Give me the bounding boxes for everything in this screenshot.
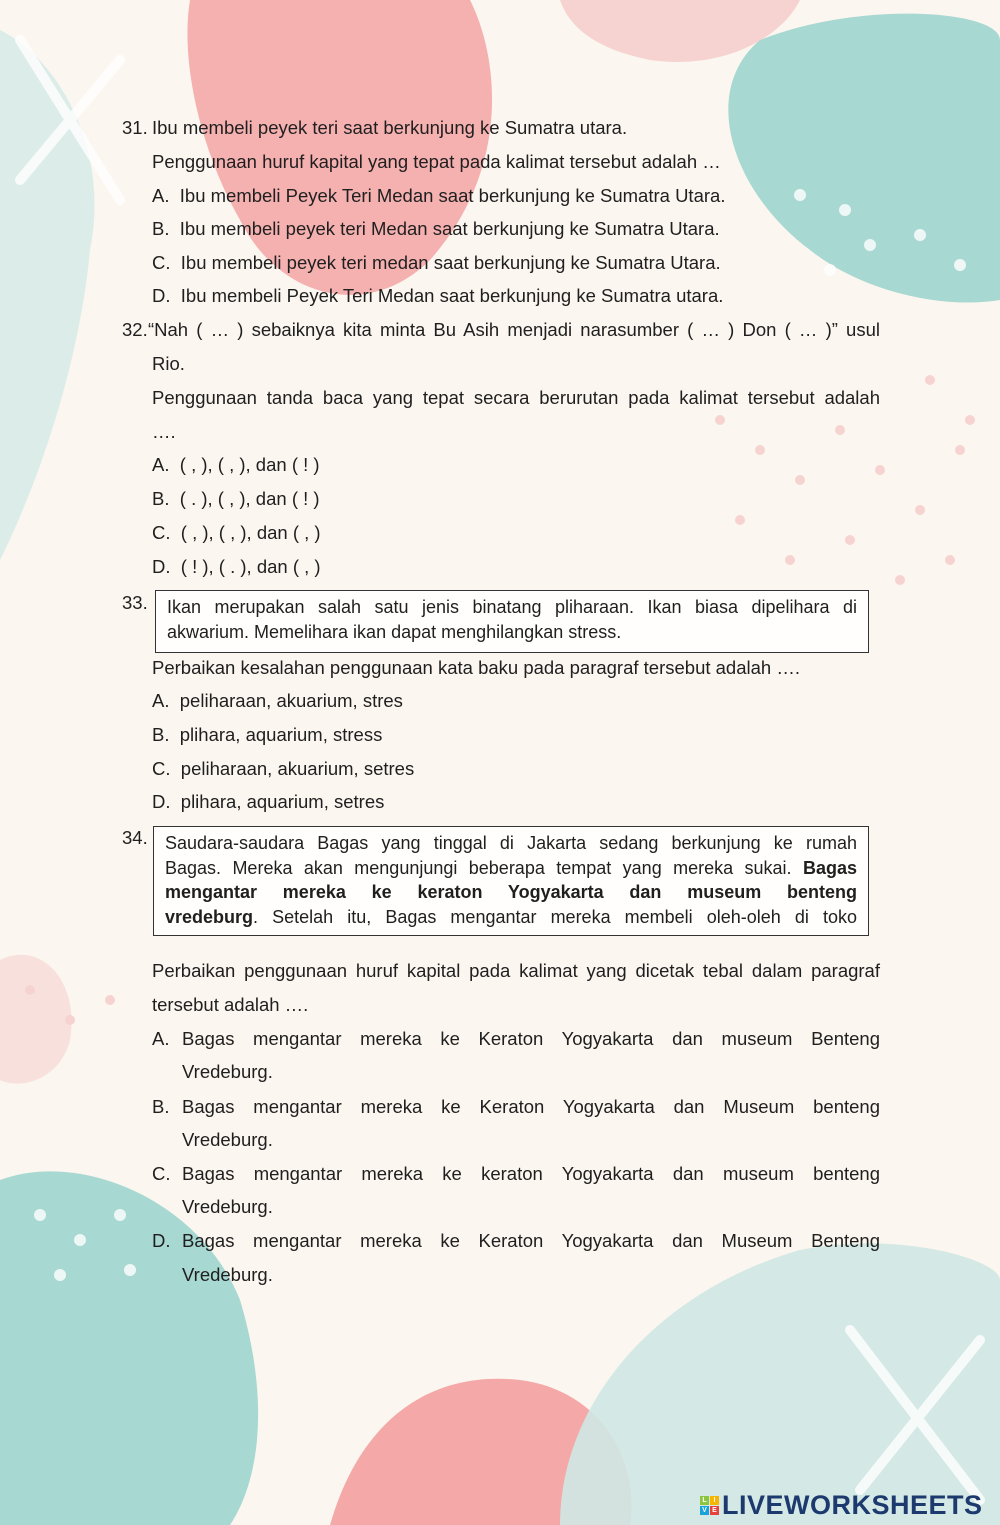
- question-34-passage-box: [153, 826, 869, 936]
- pink-blob-lower-left: [0, 955, 72, 1084]
- passage-line: Saudara-saudara Bagas yang tinggal di Jakarta sedang berkunjung ke rumah: [165, 833, 857, 853]
- option-text: Ibu membeli Peyek Teri Medan saat berkunjung ke Sumatra utara.: [180, 285, 724, 306]
- question-33-passage-box: [155, 590, 869, 653]
- q32-option-d[interactable]: [152, 556, 321, 578]
- q33-option-b[interactable]: [152, 724, 382, 746]
- option-letter: B.: [152, 218, 170, 239]
- passage-text: Bagas. Mereka akan mengunjungi beberapa tempat yang mereka sukai.: [165, 857, 792, 878]
- passage-bold-text: vredeburg: [165, 906, 254, 927]
- q31-option-c[interactable]: [152, 252, 721, 274]
- option-letter: C.: [152, 252, 171, 273]
- q32-option-c[interactable]: [152, 522, 321, 544]
- question-32-stem-line2: Rio.: [152, 353, 185, 374]
- question-33-prompt: Perbaikan kesalahan penggunaan kata baku pada paragraf tersebut adalah ….: [152, 657, 800, 678]
- logo-mark-letter: I: [710, 1496, 719, 1505]
- q34-option-d-letter[interactable]: D.: [152, 1230, 171, 1251]
- passage-line: [165, 905, 857, 930]
- option-text: peliharaan, akuarium, stres: [179, 690, 403, 711]
- option-letter: D.: [152, 791, 171, 812]
- liveworksheets-logo: [700, 1490, 983, 1521]
- q32-option-a[interactable]: [152, 454, 320, 476]
- q31-option-b[interactable]: [152, 218, 720, 240]
- q34-option-a-text[interactable]: Bagas mengantar mereka ke Keraton Yogyakarta dan museum Benteng: [182, 1028, 880, 1049]
- question-33-number: 33.: [122, 592, 148, 613]
- option-text: plihara, aquarium, stress: [179, 724, 383, 745]
- option-text: peliharaan, akuarium, setres: [180, 758, 415, 779]
- option-text: Ibu membeli peyek teri medan saat berkunjung ke Sumatra Utara.: [180, 252, 721, 273]
- q34-option-b-text[interactable]: Bagas mengantar mereka ke Keraton Yogyakarta dan Museum benteng: [182, 1096, 880, 1117]
- option-letter: A.: [152, 690, 170, 711]
- q31-option-d[interactable]: [152, 285, 723, 307]
- q34-option-c-text[interactable]: Bagas mengantar mereka ke keraton Yogyakarta dan museum benteng: [182, 1163, 880, 1184]
- option-letter: D.: [152, 285, 171, 306]
- passage-line: [165, 880, 857, 905]
- question-31-prompt: Penggunaan huruf kapital yang tepat pada kalimat tersebut adalah …: [152, 151, 721, 172]
- q34-option-b-letter[interactable]: B.: [152, 1096, 170, 1117]
- teal-blob-bottom-left: [0, 1171, 258, 1525]
- passage-bold-text: Bagas: [802, 857, 857, 878]
- question-32-number: 32.: [122, 319, 148, 340]
- teal-blob-bottom-right: [560, 1243, 1000, 1525]
- q32-option-b[interactable]: [152, 488, 320, 510]
- option-letter: C.: [152, 758, 171, 779]
- question-32-prompt-line2: ….: [152, 421, 176, 442]
- option-letter: C.: [152, 522, 171, 543]
- q31-option-a[interactable]: [152, 185, 725, 207]
- q34-option-c-text-cont[interactable]: Vredeburg.: [182, 1196, 273, 1217]
- logo-mark-letter: L: [700, 1496, 709, 1505]
- option-text: Ibu membeli peyek teri Medan saat berkunjung ke Sumatra Utara.: [179, 218, 720, 239]
- question-31-stem: Ibu membeli peyek teri saat berkunjung ke Sumatra utara.: [152, 117, 628, 138]
- question-32-stem-line1: “Nah ( … ) sebaiknya kita minta Bu Asih menjadi narasumber ( … ) Don ( … )” usul: [148, 319, 880, 340]
- passage-line: Ikan merupakan salah satu jenis binatang pliharaan. Ikan biasa dipelihara di: [167, 597, 857, 617]
- question-34-prompt-line1: Perbaikan penggunaan huruf kapital pada kalimat yang dicetak tebal dalam paragraf: [152, 960, 880, 981]
- option-text: ( . ), ( , ), dan ( ! ): [179, 488, 320, 509]
- option-letter: A.: [152, 454, 170, 475]
- logo-mark-letter: E: [710, 1506, 719, 1515]
- option-text: plihara, aquarium, setres: [180, 791, 385, 812]
- logo-mark-icon: [700, 1496, 719, 1515]
- passage-text: . Setelah itu, Bagas mengantar mereka membeli oleh-oleh di toko: [253, 906, 857, 927]
- option-text: Ibu membeli Peyek Teri Medan saat berkunjung ke Sumatra Utara.: [179, 185, 726, 206]
- question-34-number: 34.: [122, 827, 148, 848]
- q34-option-b-text-cont[interactable]: Vredeburg.: [182, 1129, 273, 1150]
- pink-blob-top: [187, 0, 492, 295]
- option-letter: B.: [152, 724, 170, 745]
- q34-option-a-letter[interactable]: A.: [152, 1028, 170, 1049]
- q34-option-d-text-cont[interactable]: Vredeburg.: [182, 1264, 273, 1285]
- option-letter: D.: [152, 556, 171, 577]
- q34-option-c-letter[interactable]: C.: [152, 1163, 171, 1184]
- q34-option-d-text[interactable]: Bagas mengantar mereka ke Keraton Yogyakarta dan Museum Benteng: [182, 1230, 880, 1251]
- option-letter: B.: [152, 488, 170, 509]
- option-letter: A.: [152, 185, 170, 206]
- passage-line: [165, 856, 857, 881]
- q33-option-a[interactable]: [152, 690, 403, 712]
- q33-option-c[interactable]: [152, 758, 414, 780]
- passage-line: akwarium. Memelihara ikan dapat menghilangkan stress.: [167, 621, 622, 642]
- question-34-prompt-line2: tersebut adalah ….: [152, 994, 309, 1015]
- question-31-number: 31.: [122, 117, 148, 138]
- logo-mark-letter: V: [700, 1506, 709, 1515]
- passage-bold-text: mengantar mereka ke keraton Yogyakarta dan museum benteng: [165, 882, 857, 902]
- option-text: ( , ), ( , ), dan ( , ): [180, 522, 321, 543]
- q33-option-d[interactable]: [152, 791, 384, 813]
- logo-text: LIVEWORKSHEETS: [722, 1490, 983, 1520]
- option-text: ( ! ), ( . ), dan ( , ): [180, 556, 321, 577]
- q34-option-a-text-cont[interactable]: Vredeburg.: [182, 1061, 273, 1082]
- question-32-prompt-line1: Penggunaan tanda baca yang tepat secara berurutan pada kalimat tersebut adalah: [152, 387, 880, 408]
- option-text: ( , ), ( , ), dan ( ! ): [179, 454, 320, 475]
